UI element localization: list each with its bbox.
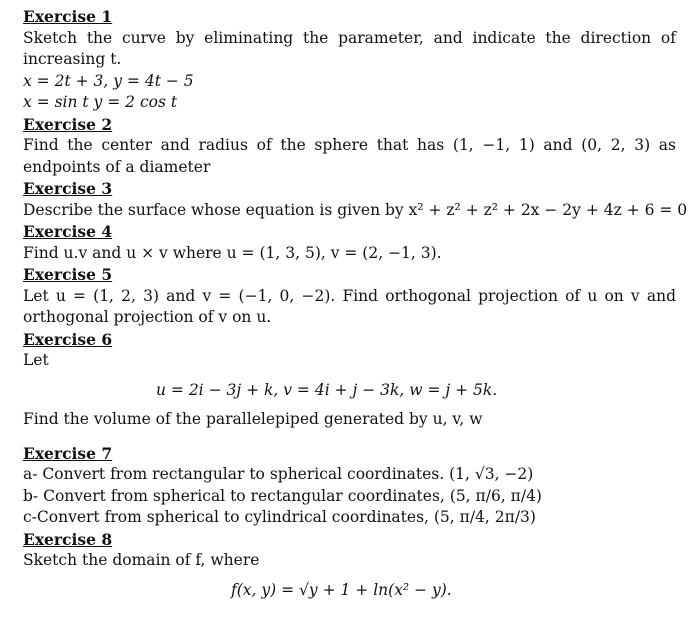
section-gap	[23, 431, 676, 443]
equation-line: x = 2t + 3, y = 4t − 5	[23, 71, 194, 90]
exercise-heading: Exercise 8	[23, 529, 113, 549]
exercise-heading: Exercise 4	[23, 222, 113, 241]
display-equation: f(x, y) = √y + 1 + ln(x² − y).	[231, 580, 452, 599]
exercise-text: Let u = (1, 2, 3) and v = (−1, 0, −2). Find orthogonal projection of u on v and orthogonal projection of v on u.	[23, 286, 676, 326]
exercise-7	[23, 443, 676, 529]
exercise-text: Describe the surface whose equation is given by x² + z² + z² + 2x − 2y + 4z + 6 = 0	[23, 200, 688, 219]
exercise-text: Find the volume of the parallelepiped generated by u, v, w	[23, 410, 483, 428]
exercise-heading: Exercise 2	[23, 114, 113, 134]
exercise-3	[23, 178, 688, 221]
exercise-item: a- Convert from rectangular to spherical coordinates. (1, √3, −2)	[23, 465, 534, 483]
exercise-heading: Exercise 5	[23, 265, 113, 284]
exercise-4	[23, 221, 676, 264]
display-equation: u = 2i − 3j + k, v = 4i + j − 3k, w = j + 5k.	[156, 380, 498, 399]
exercise-8	[23, 529, 676, 602]
exercise-6	[23, 329, 676, 431]
exercise-1	[23, 6, 676, 114]
exercise-text: Sketch the domain of f, where	[23, 551, 260, 569]
exercise-item: b- Convert from spherical to rectangular coordinates, (5, π/6, π/4)	[23, 486, 542, 505]
exercise-heading: Exercise 7	[23, 443, 113, 463]
exercise-text: Find u.v and u × v where u = (1, 3, 5), v = (2, −1, 3).	[23, 243, 442, 262]
exercise-text: Sketch the curve by eliminating the parameter, and indicate the direction of increasing t.	[23, 28, 676, 68]
exercise-intro: Let	[23, 351, 49, 369]
equation-line: x = sin t y = 2 cos t	[23, 93, 178, 111]
exercise-text: Find the center and radius of the sphere that has (1, −1, 1) and (0, 2, 3) as endpoints of a diameter	[23, 136, 676, 176]
exercise-item: c-Convert from spherical to cylindrical coordinates, (5, π/4, 2π/3)	[23, 508, 536, 526]
exercise-heading: Exercise 1	[23, 7, 113, 26]
exercise-heading: Exercise 6	[23, 329, 113, 349]
exercise-2	[23, 114, 676, 179]
exercise-heading: Exercise 3	[23, 179, 113, 198]
exercise-5	[23, 264, 676, 329]
